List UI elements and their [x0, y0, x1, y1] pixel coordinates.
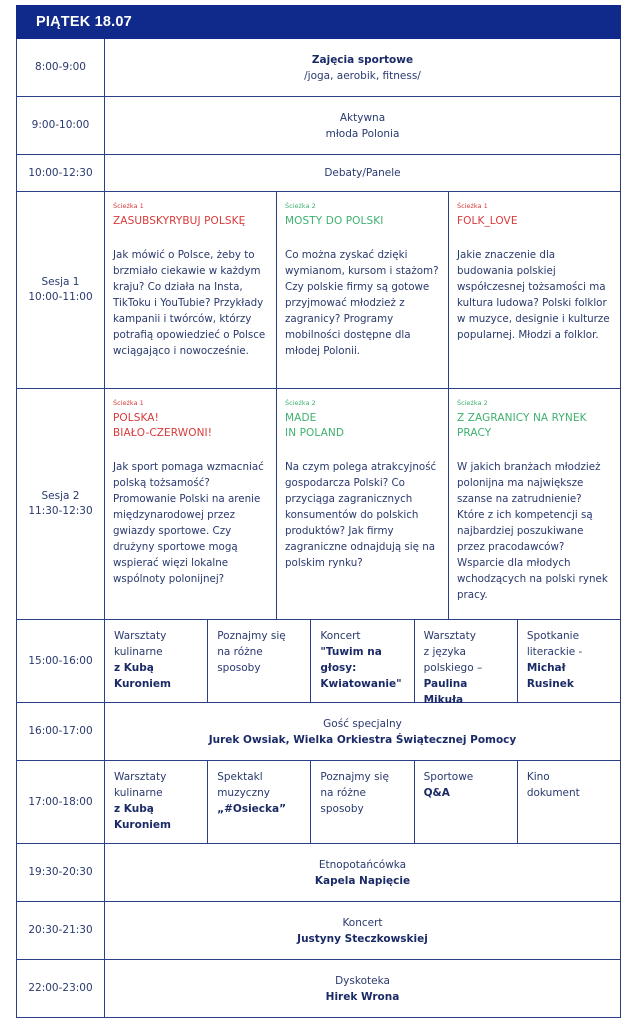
tracks	[105, 389, 620, 619]
session-time: 10:00-11:00	[28, 291, 93, 303]
row-warsztaty-2	[16, 761, 621, 844]
track-description: Jak mówić o Polsce, żeby to brzmiało ciekawie w każdym kraju? Co działa na Insta, TikToku i YouTubie? Przykłady kampanii i twórców, którzy potrafią opowiedzieć o Polsce wciągająco i nowocześnie.	[113, 249, 266, 357]
event-line: muzyczny	[217, 787, 270, 799]
event-cell	[105, 97, 620, 154]
row-etno	[16, 844, 621, 902]
event-title: Debaty/Panele	[324, 167, 401, 179]
event-subtitle: Justyny Steczkowskiej	[297, 932, 428, 945]
track-description: Jak sport pomaga wzmacniać polską tożsamość? Promowanie Polski na arenie międzynarodowej przez gwiazdy sportowe. Czy drużyny sportowe mogą wspierać więzi lokalne wspólnoty polonijnej?	[113, 461, 264, 585]
session-label: Sesja 1	[41, 276, 80, 288]
event-subtitle: Jurek Owsiak, Wielka Orkiestra Świątecznej Pomocy	[208, 733, 517, 746]
event-line: Poznajmy się	[217, 630, 286, 642]
track-card	[105, 389, 277, 619]
event-title: Aktywna	[339, 111, 386, 124]
event-line: Warsztaty	[423, 630, 476, 642]
event-line: dokument	[526, 787, 580, 799]
event-line: Koncert	[320, 630, 361, 642]
event-line: Poznajmy się	[320, 771, 389, 783]
event-cell	[105, 902, 620, 959]
event-cell	[415, 620, 518, 706]
track-tag: Ścieżka 2	[285, 399, 316, 407]
event-subtitle: /joga, aerobik, fitness/	[304, 69, 421, 82]
event-line: Sportowe	[423, 771, 474, 783]
time-cell	[17, 192, 105, 388]
track-description: Jakie znaczenie dla budowania polskiej współczesnej tożsamości ma kultura ludowa? Polski folklor w muzyce, designie i kulturze popularnej. Młodzi a folklor.	[457, 249, 610, 341]
row-debaty	[16, 155, 621, 192]
track-title	[285, 411, 440, 441]
row-warsztaty-1	[16, 620, 621, 706]
event-line: Warsztaty	[114, 771, 167, 783]
time-cell: 19:30-20:30	[17, 844, 105, 901]
time-cell: 10:00-12:30	[17, 155, 105, 191]
event-line: polskiego –	[423, 662, 483, 674]
event-line: kulinarne	[114, 787, 163, 799]
event-cell	[105, 620, 208, 702]
day-header	[16, 5, 621, 39]
time-cell: 9:00-10:00	[17, 97, 105, 154]
event-line: Kuroniem	[114, 819, 171, 831]
event-line: głosy:	[320, 662, 357, 674]
event-cell	[518, 761, 620, 843]
row-aktywna	[16, 97, 621, 155]
event-subtitle: młoda Polonia	[325, 127, 400, 140]
event-title: Etnopotańcówka	[318, 858, 407, 871]
time-cell: 17:00-18:00	[17, 761, 105, 843]
track-title-line: PRACY	[457, 427, 492, 439]
event-line: Spektakl	[217, 771, 263, 783]
event-line: na różne	[217, 646, 263, 658]
track-title-line: POLSKA!	[113, 412, 159, 424]
track-title	[113, 411, 268, 441]
track-card	[277, 192, 449, 388]
event-line: Kwiatowanie"	[320, 678, 402, 690]
track-title: FOLK_LOVE	[457, 215, 518, 227]
event-line: na różne	[320, 787, 366, 799]
track-description: W jakich branżach młodzież polonijna ma największe szanse na zatrudnienie? Które z ich kompetencji są najbardziej poszukiwane przez pracodawców? Wsparcie dla młodych wchodzących na polski rynek pracy.	[457, 461, 608, 601]
event-title: Dyskoteka	[335, 974, 390, 987]
event-subtitle: Kapela Napięcie	[314, 874, 411, 887]
event-line: literackie -	[526, 646, 583, 658]
event-cell	[518, 620, 620, 702]
event-line: Q&A	[423, 787, 450, 799]
parallel-events	[105, 620, 620, 706]
event-line: Michał Rusinek	[526, 662, 574, 690]
event-cell	[105, 844, 620, 901]
track-tag: Ścieżka 2	[285, 202, 316, 210]
session-label: Sesja 2	[41, 490, 80, 502]
event-line: Kino	[526, 771, 550, 783]
event-cell	[208, 620, 311, 702]
event-cell	[311, 761, 414, 843]
event-cell	[105, 703, 620, 760]
day-title: PIĄTEK 18.07	[36, 14, 132, 30]
session-time: 11:30-12:30	[28, 505, 93, 517]
track-title-line: BIAŁO-CZERWONI!	[113, 427, 213, 439]
event-cell	[105, 39, 620, 96]
event-title: Gość specjalny	[323, 717, 402, 730]
event-subtitle: Hirek Wrona	[325, 990, 400, 1003]
track-tag: Ścieżka 1	[113, 399, 144, 407]
event-line: „#Osiecka”	[217, 803, 286, 815]
time-cell: 22:00-23:00	[17, 960, 105, 1017]
event-line: Paulina Mikuła	[423, 678, 468, 706]
event-cell	[105, 155, 620, 191]
event-title: Zajęcia sportowe	[311, 53, 414, 66]
tracks	[105, 192, 620, 388]
row-sport	[16, 39, 621, 97]
event-cell	[105, 960, 620, 1017]
track-title-line: IN POLAND	[285, 427, 344, 439]
track-card	[105, 192, 277, 388]
event-line: Kuroniem	[114, 678, 171, 690]
event-line: z Kubą	[114, 803, 154, 815]
track-description: Na czym polega atrakcyjność gospodarcza Polski? Co przyciąga zagranicznych konsumentów do polskich produktów? Jak firmy zagraniczne odnajdują się na polskim rynku?	[285, 461, 437, 569]
track-title	[457, 411, 612, 441]
track-title-line: MADE	[285, 412, 317, 424]
event-line: Warsztaty	[114, 630, 167, 642]
time-cell: 20:30-21:30	[17, 902, 105, 959]
track-tag: Ścieżka 2	[457, 399, 488, 407]
time-cell: 15:00-16:00	[17, 620, 105, 702]
track-card	[277, 389, 449, 619]
event-title: Koncert	[342, 916, 383, 929]
event-line: kulinarne	[114, 646, 163, 658]
track-description: Co można zyskać dzięki wymianom, kursom i stażom? Czy polskie firmy są gotowe przyjmować młodzież z zagranicy? Programy mobilności dostępne dla młodej Polonii.	[285, 249, 439, 357]
track-card	[449, 192, 620, 388]
row-sesja-1	[16, 192, 621, 389]
event-line: "Tuwim na	[320, 646, 382, 658]
event-line: sposoby	[217, 662, 261, 674]
event-line: sposoby	[320, 803, 364, 815]
row-dyskoteka	[16, 960, 621, 1018]
track-title-line: Z ZAGRANICY NA RYNEK	[457, 412, 587, 424]
parallel-events	[105, 761, 620, 843]
row-sesja-2	[16, 389, 621, 620]
row-koncert	[16, 902, 621, 960]
event-cell	[311, 620, 414, 702]
event-line: z języka	[423, 646, 466, 658]
track-title: ZASUBSKYRYBUJ POLSKĘ	[113, 215, 246, 227]
event-cell	[415, 761, 518, 843]
time-cell	[17, 389, 105, 619]
track-card	[449, 389, 620, 619]
track-tag: Ścieżka 1	[457, 202, 488, 210]
event-line: Spotkanie	[526, 630, 580, 642]
track-title: MOSTY DO POLSKI	[285, 215, 384, 227]
row-gosc	[16, 703, 621, 761]
time-cell: 8:00-9:00	[17, 39, 105, 96]
time-cell: 16:00-17:00	[17, 703, 105, 760]
event-cell	[208, 761, 311, 843]
event-cell	[105, 761, 208, 843]
event-line: z Kubą	[114, 662, 154, 674]
track-tag: Ścieżka 1	[113, 202, 144, 210]
